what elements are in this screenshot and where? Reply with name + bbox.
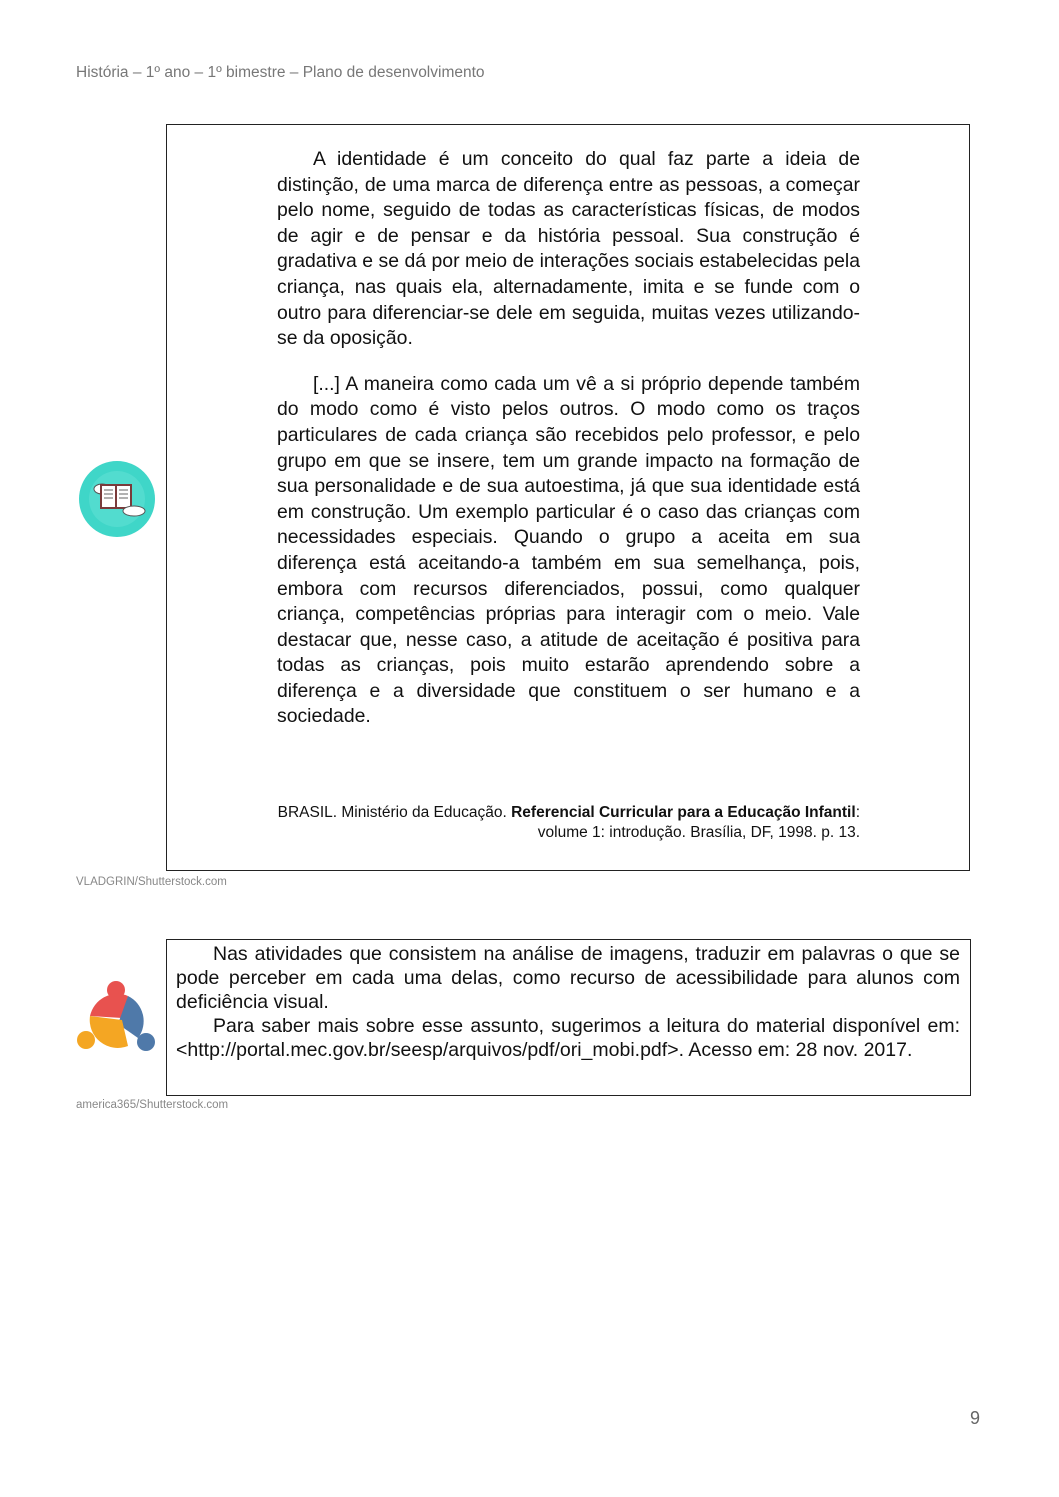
accessibility-note-box: [166, 939, 971, 1096]
image-credit: america365/Shutterstock.com: [76, 1099, 229, 1111]
quote-paragraph: [...] A maneira como cada um vê a si próprio depende também do modo como é visto pelos outros. O modo como os traços particulares de cada criança são recebidos pelo professor, e pelo grupo em que se insere, tem um grande impacto na formação de sua personalidade e de sua autoestima, já que sua identidade está em construção. Um exemplo particular é o caso das crianças com necessidades especiais. Quando o grupo a aceita em sua diferença está aceitando-a também em sua semelhança, pois, embora com recursos diferenciados, possui, como qualquer criança, competências próprias para interagir com o meio. Vale destacar que, nesse caso, a atitude de aceitação é positiva para todas as crianças, pois muito estarão aprendendo sobre a diferença e a diversidade que constituem o ser humano e a sociedade.: [277, 372, 860, 728]
source-prefix: BRASIL. Ministério da Educação.: [277, 804, 512, 821]
open-book-icon: [78, 460, 156, 538]
quote-box: [166, 124, 970, 871]
puzzle-people-icon: [76, 980, 156, 1056]
quote-paragraph: A identidade é um conceito do qual faz parte a ideia de distinção, de uma marca de diferença entre as pessoas, a começar pelo nome, seguido de todas as características físicas, de modos de agir e de pensar e da história pessoal. Sua construção é gradativa e se dá por meio de interações sociais estabelecidas pela criança, nas quais ela, alternadamente, imita e se funde com o outro para diferenciar-se dele em seguida, muitas vezes utilizando-se da oposição.: [277, 148, 860, 350]
page-header: História – 1º ano – 1º bimestre – Plano de desenvolvimento: [76, 64, 485, 81]
page-number: 9: [970, 1408, 981, 1428]
source-title: Referencial Curricular para a Educação Infantil: [511, 804, 856, 821]
quote-source: [277, 803, 860, 842]
source-suffix: : volume 1: introdução. Brasília, DF, 1998. p. 13.: [537, 804, 860, 841]
note-paragraph: Para saber mais sobre esse assunto, sugerimos a leitura do material disponível em: <http://portal.mec.gov.br/seesp/arquivos/pdf/ori_mobi.pdf>. Acesso em: 28 nov. 2017.: [176, 1015, 960, 1061]
image-credit: VLADGRIN/Shutterstock.com: [76, 876, 227, 888]
note-paragraph: Nas atividades que consistem na análise de imagens, traduzir em palavras o que se pode perceber em cada uma delas, como recurso de acessibilidade para alunos com deficiência visual.: [176, 943, 960, 1013]
